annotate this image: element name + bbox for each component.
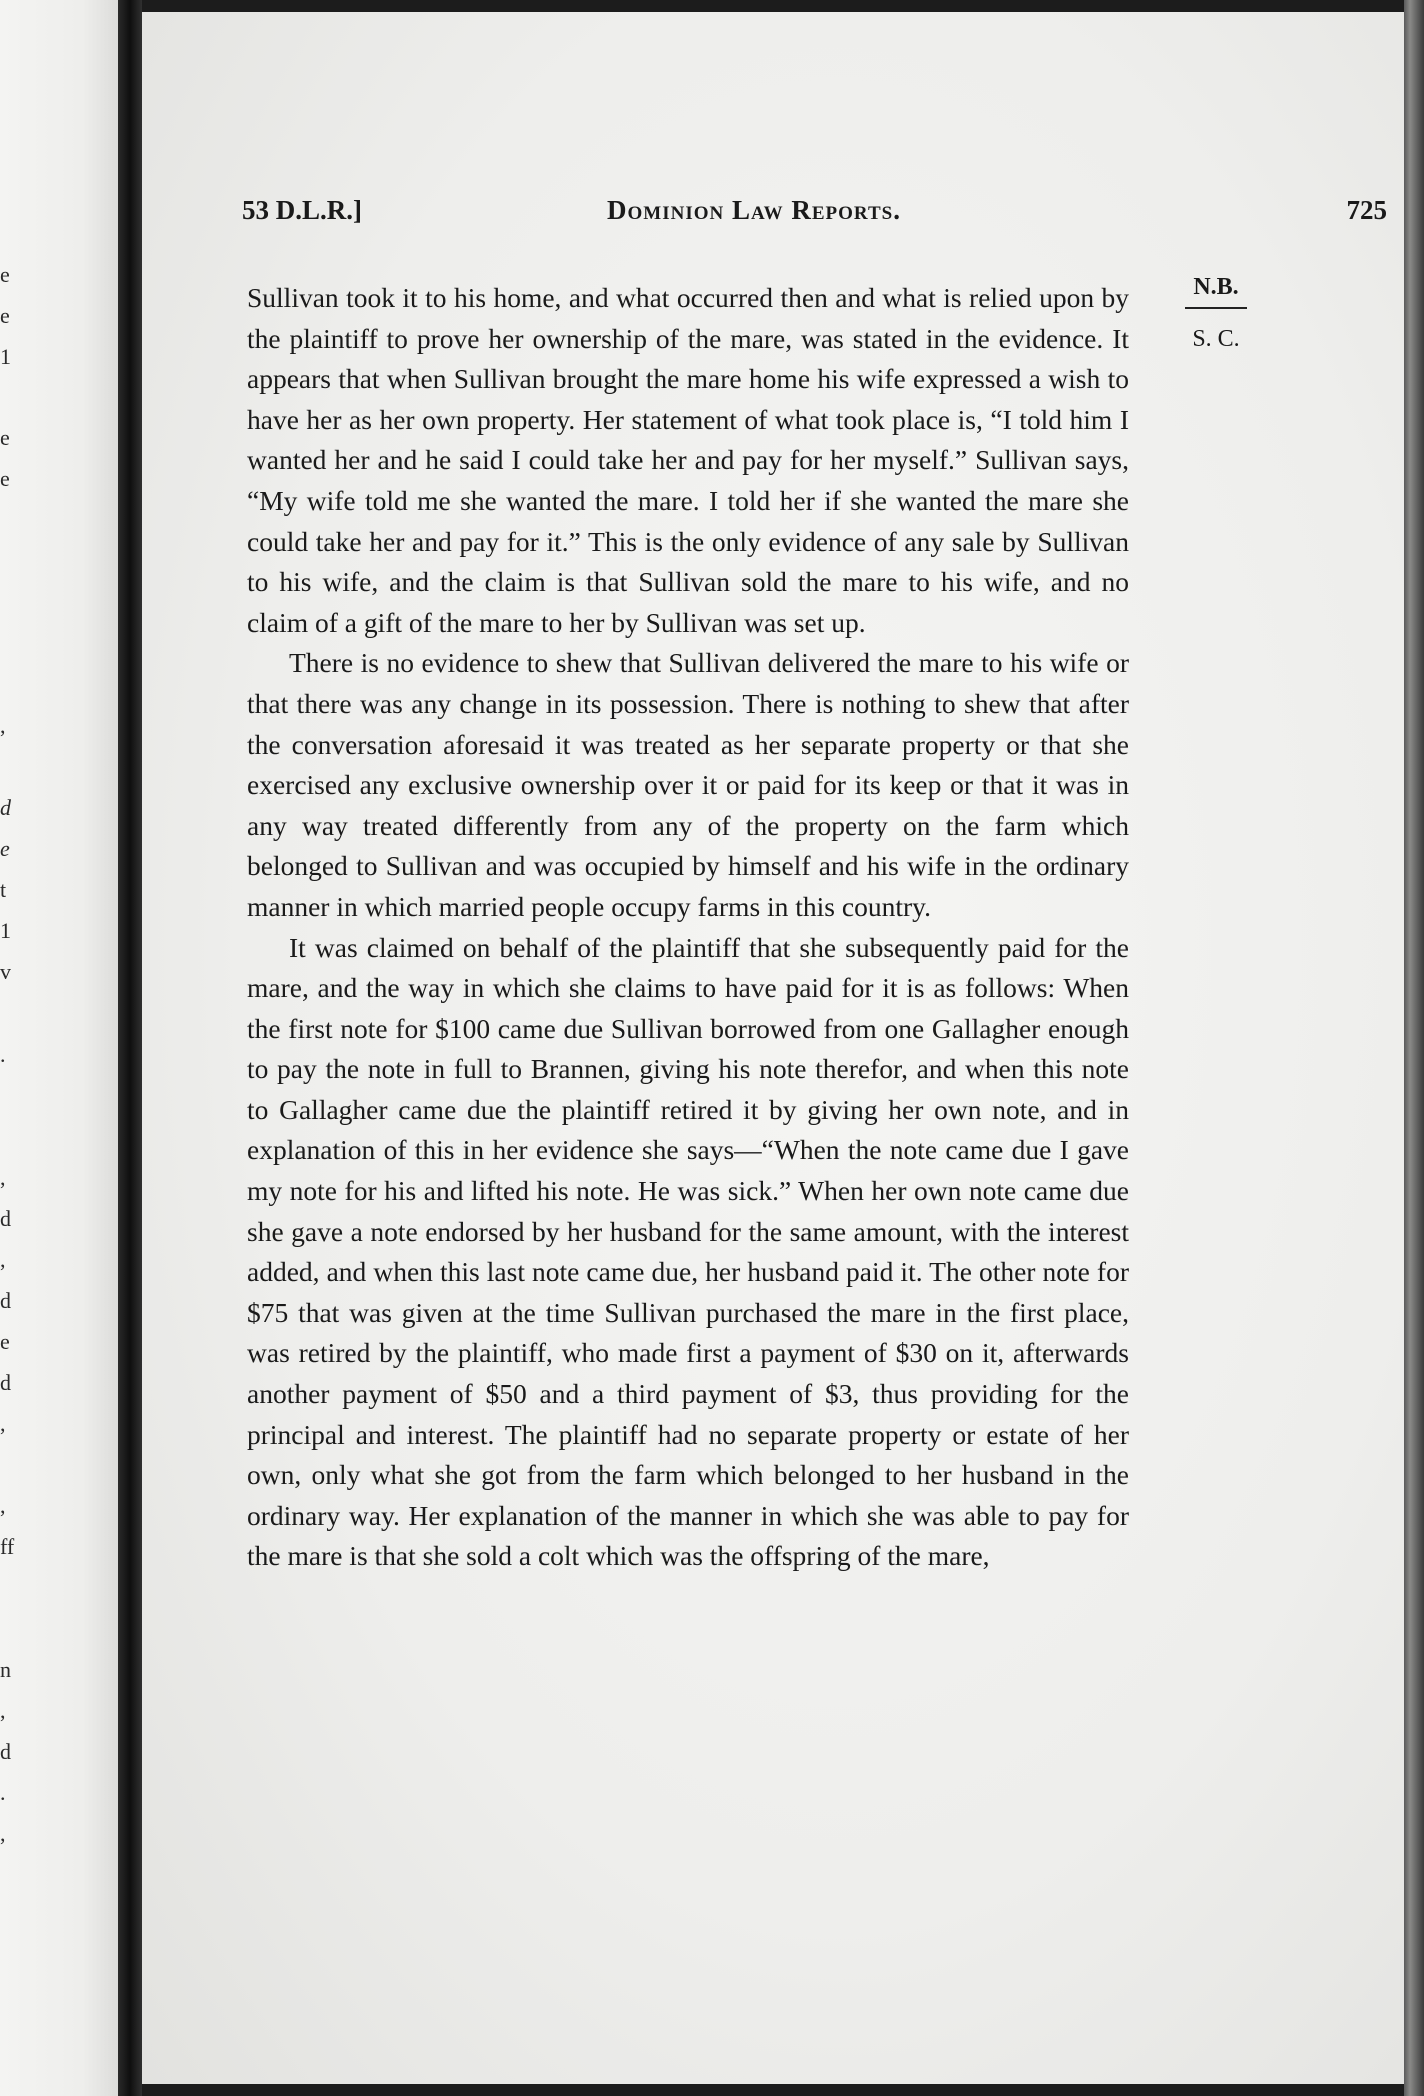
edge-char: d	[0, 1739, 11, 1764]
edge-char: ,	[0, 1821, 6, 1846]
edge-char: .	[0, 1780, 6, 1805]
edge-char: 1	[0, 344, 11, 369]
edge-char: t	[0, 877, 7, 902]
volume-reference: 53 D.L.R.]	[242, 195, 362, 225]
edge-char: e	[0, 1329, 10, 1354]
journal-title: Dominion Law Reports.	[607, 195, 901, 225]
edge-char: e	[0, 466, 10, 491]
document-page	[142, 12, 1404, 2084]
edge-char: 1	[0, 918, 11, 943]
edge-char: ,	[0, 1698, 6, 1723]
edge-char: ,	[0, 713, 6, 738]
edge-char: ,	[0, 1493, 6, 1518]
edge-char: e	[0, 425, 10, 450]
edge-char: e	[0, 836, 10, 861]
edge-char: .	[0, 1042, 6, 1067]
edge-char: v	[0, 959, 11, 984]
paragraph: There is no evidence to shew that Sullivan delivered the mare to his wife or that there was any change in its possession. There is nothing to shew that after the conversation aforesaid it was treated as her separate property or that she exercised any exclusive ownership over it or paid for its keep or that it was in any way treated differently from any of the property on the farm which belonged to Sullivan and was occupied by himself and his wife in the ordinary manner in which married people occupy farms in this country.	[247, 647, 1129, 922]
edge-char: e	[0, 303, 10, 328]
sidenote-court: S. C.	[1192, 326, 1240, 352]
page-number: 725	[1346, 195, 1387, 225]
paragraph: Sullivan took it to his home, and what occurred then and what is relied upon by the plaintiff to prove her ownership of the mare, was stated in the evidence. It appears that when Sullivan brought the mare home his wife expressed a wish to have her as her own property. Her statement of what took place is, “I told him I wanted her and he said I could take her and pay for her myself.” Sullivan says, “My wife told me she wanted the mare. I told her if she wanted the mare she could take her and pay for it.” This is the only evidence of any sale by Sullivan to his wife, and the claim is that Sullivan sold the mare to his wife, and no claim of a gift of the mare to her by Sullivan was set up.	[247, 282, 1129, 638]
edge-char: d	[0, 795, 11, 820]
paragraph: It was claimed on behalf of the plaintiff that she subsequently paid for the mare, and the way in which she claims to have paid for it is as follows: When the first note for $100 came due Sullivan borrowed from one Gallagher enough to pay the note in full to Brannen, giving his note therefor, and when this note to Gallagher came due the plaintiff retired it by giving her own note, and in explanation of this in her evidence she says—“When the note came due I gave my note for his and lifted his note. He was sick.” When her own note came due she gave a note endorsed by her husband for the same amount, with the interest added, and when this last note came due, her husband paid it. The other note for $75 that was given at the time Sullivan purchased the mare in the first place, was retired by the plaintiff, who made first a payment of $30 on it, afterwards another payment of $50 and a third payment of $3, thus providing for the principal and interest. The plaintiff had no separate property or estate of her own, only what she got from the farm which belonged to her husband in the ordinary way. Her explanation of the manner in which she was able to pay for the mare is that she sold a colt which was the offspring of the mare,	[247, 931, 1129, 1572]
edge-char: ff	[0, 1534, 15, 1559]
edge-char: d	[0, 1288, 11, 1313]
edge-char: d	[0, 1370, 11, 1395]
edge-char: e	[0, 262, 10, 287]
edge-char: ,	[0, 1165, 6, 1190]
facing-page-edge	[0, 0, 118, 2096]
edge-char: ,	[0, 1411, 6, 1436]
book-gutter	[118, 0, 142, 2096]
edge-char: d	[0, 1206, 11, 1231]
edge-char: ,	[0, 1247, 6, 1272]
edge-char: n	[0, 1657, 11, 1682]
running-head	[242, 195, 1387, 239]
page-stack-edge	[1404, 0, 1424, 2096]
sidenote-jurisdiction: N.B.	[1185, 274, 1247, 309]
body-text	[247, 278, 1129, 1577]
